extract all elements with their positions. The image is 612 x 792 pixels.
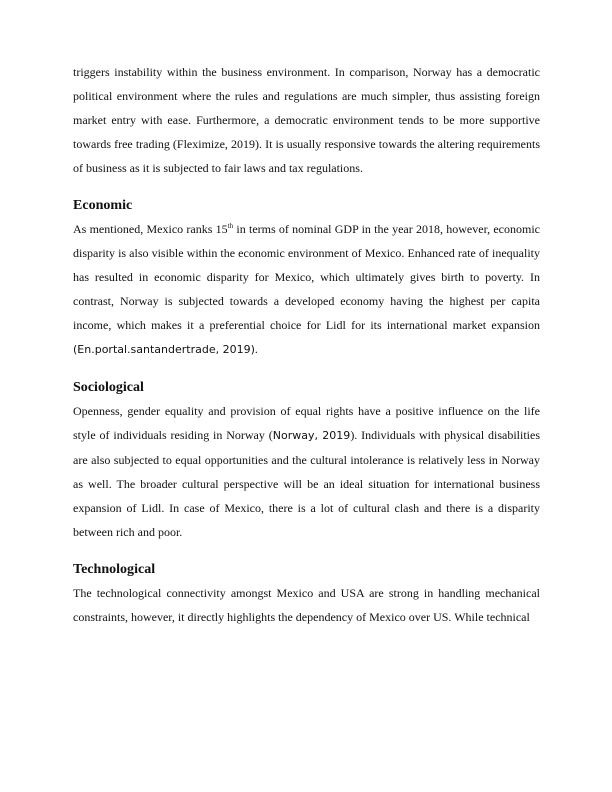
sociological-text-1: Openness, gender equality and provision of equal rights have a positive influence on the life style of individuals residing in Norway ( xyxy=(73,404,540,442)
economic-text-1: As mentioned, Mexico ranks 15 xyxy=(73,222,228,236)
economic-paragraph xyxy=(73,217,540,362)
technological-paragraph: The technological connectivity amongst Mexico and USA are strong in handling mechanical constraints, however, it directly highlights the dependency of Mexico over US. While technical xyxy=(73,586,540,624)
technological-heading: Technological xyxy=(73,561,156,577)
intro-paragraph: triggers instability within the business environment. In comparison, Norway has a democratic political environment where the rules and regulations are much simpler, thus assisting foreign market entry with ease. Furthermore, a democratic environment tends to be more supportive towards free trading (Fleximize, 2019). It is usually responsive towards the altering requirements of business as it is subjected to fair laws and tax regulations. xyxy=(73,65,540,175)
sociological-text-2: ). Individuals with physical disabilities are also subjected to equal opportunities and the cultural intolerance is relatively less in Norway as well. The broader cultural perspective will be an ideal situation for international business expansion of Lidl. In case of Mexico, there is a lot of cultural clash and there is a disparity between rich and poor. xyxy=(73,428,541,539)
economic-citation: (En.portal.santandertrade, 2019) xyxy=(73,343,255,356)
economic-text-end: . xyxy=(254,342,258,356)
economic-heading: Economic xyxy=(73,197,133,213)
sociological-heading: Sociological xyxy=(73,379,144,395)
ordinal-suffix: th xyxy=(227,222,234,230)
document-page xyxy=(73,60,540,629)
sociological-paragraph xyxy=(73,399,540,544)
sociological-citation: Norway, 2019 xyxy=(272,429,351,442)
economic-text-2: in terms of nominal GDP in the year 2018, however, economic disparity is also visible within the economic environment of Mexico. Enhanced rate of inequality has resulted in economic disparity for Mexico, which ultimately gives birth to poverty. In contrast, Norway is subjected towards a developed economy having the highest per capita income, which makes it a preferential choice for Lidl for its international market expansion xyxy=(73,222,540,332)
